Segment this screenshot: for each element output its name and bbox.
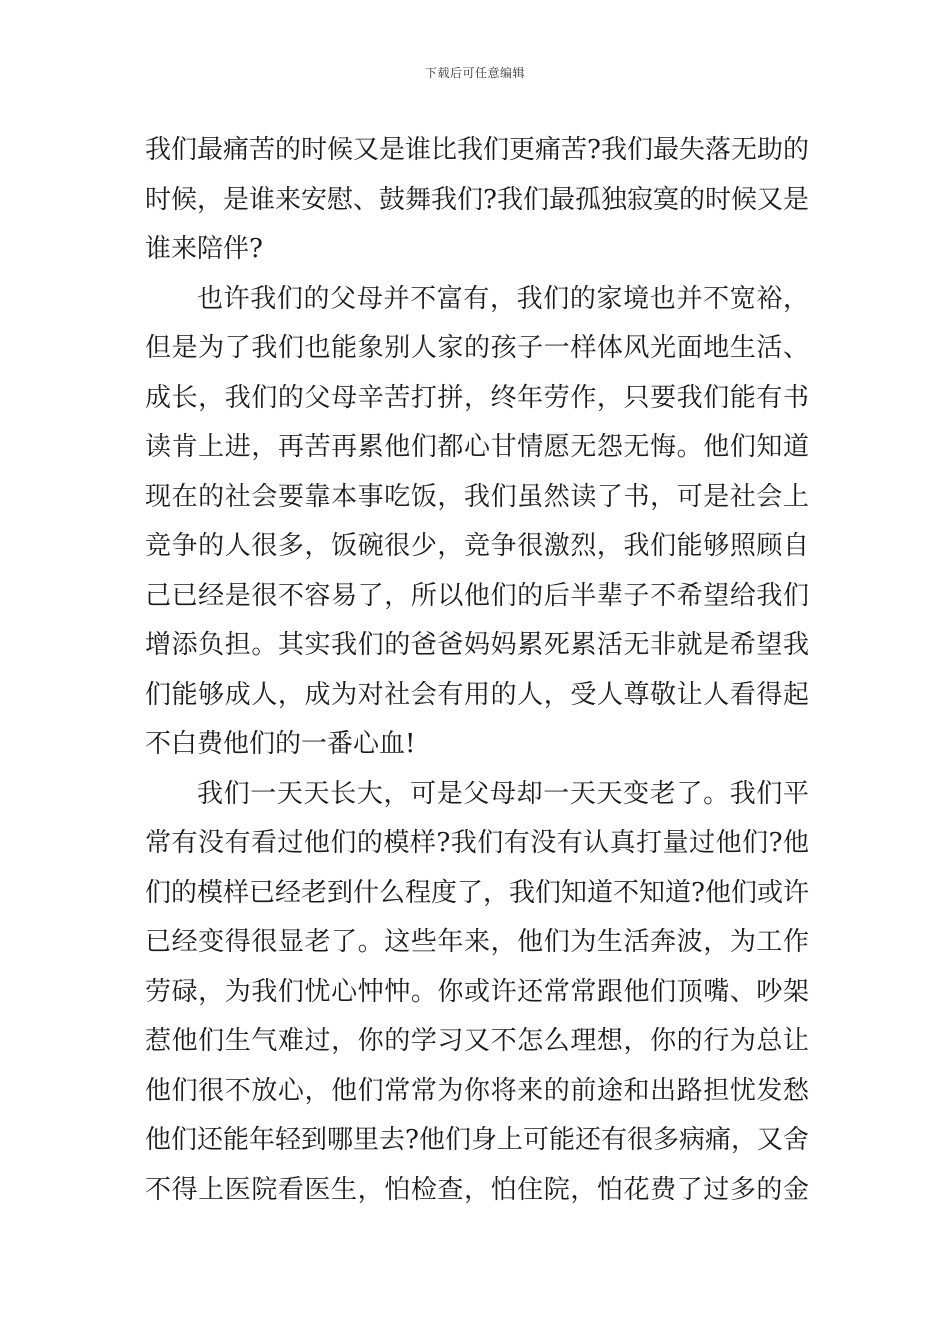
paragraph-1-line-2: 时候，是谁来安慰、鼓舞我们?我们最孤独寂寞的时候又是	[145, 184, 809, 215]
paragraph-3-line-3: 们的模样已经老到什么程度了，我们知道不知道?他们或许	[145, 877, 809, 908]
paragraph-3-line-8: 他们还能年轻到哪里去?他们身上可能还有很多病痛，又舍	[145, 1125, 809, 1155]
paragraph-3-line-2: 常有没有看过他们的模样?我们有没有认真打量过他们?他	[145, 828, 809, 858]
page-header: 下载后可任意编辑	[424, 66, 525, 80]
paragraph-3-line-1: 我们一天天长大，可是父母却一天天变老了。我们平	[197, 778, 809, 809]
paragraph-3-line-7: 他们很不放心，他们常常为你将来的前途和出路担忧发愁	[145, 1075, 809, 1106]
paragraph-2-line-3: 成长，我们的父母辛苦打拼，终年劳作，只要我们能有书	[145, 382, 809, 413]
paragraph-2-line-1: 也许我们的父母并不富有，我们的家境也并不宽裕，	[197, 283, 809, 314]
paragraph-2-line-5: 现在的社会要靠本事吃饭，我们虽然读了书，可是社会上	[145, 481, 809, 512]
body-text	[145, 126, 809, 1215]
paragraph-2-line-8: 增添负担。其实我们的爸爸妈妈累死累活无非就是希望我	[145, 630, 809, 660]
paragraph-3-line-5: 劳碌，为我们忧心忡忡。你或许还常常跟他们顶嘴、吵架	[145, 976, 809, 1007]
paragraph-1-line-3: 谁来陪伴?	[145, 234, 263, 264]
paragraph-2-line-4: 读肯上进，再苦再累他们都心甘情愿无怨无悔。他们知道	[145, 432, 809, 462]
paragraph-2-line-9: 们能够成人，成为对社会有用的人，受人尊敬让人看得起	[145, 679, 809, 710]
paragraph-2-line-7: 己已经是很不容易了，所以他们的后半辈子不希望给我们	[145, 580, 809, 611]
paragraph-2-line-6: 竞争的人很多，饭碗很少，竞争很激烈，我们能够照顾自	[145, 531, 809, 561]
paragraph-2-line-2: 但是为了我们也能象别人家的孩子一样体风光面地生活、	[145, 333, 809, 363]
paragraph-2-line-10: 不白费他们的一番心血!	[145, 729, 416, 759]
paragraph-1-line-1: 我们最痛苦的时候又是谁比我们更痛苦?我们最失落无助的	[145, 135, 809, 165]
paragraph-3-line-4: 已经变得很显老了。这些年来，他们为生活奔波，为工作	[145, 927, 809, 957]
paragraph-3-line-9: 不得上医院看医生，怕检查，怕住院，怕花费了过多的金	[145, 1174, 809, 1205]
paragraph-3-line-6: 惹他们生气难过，你的学习又不怎么理想，你的行为总让	[145, 1026, 809, 1056]
